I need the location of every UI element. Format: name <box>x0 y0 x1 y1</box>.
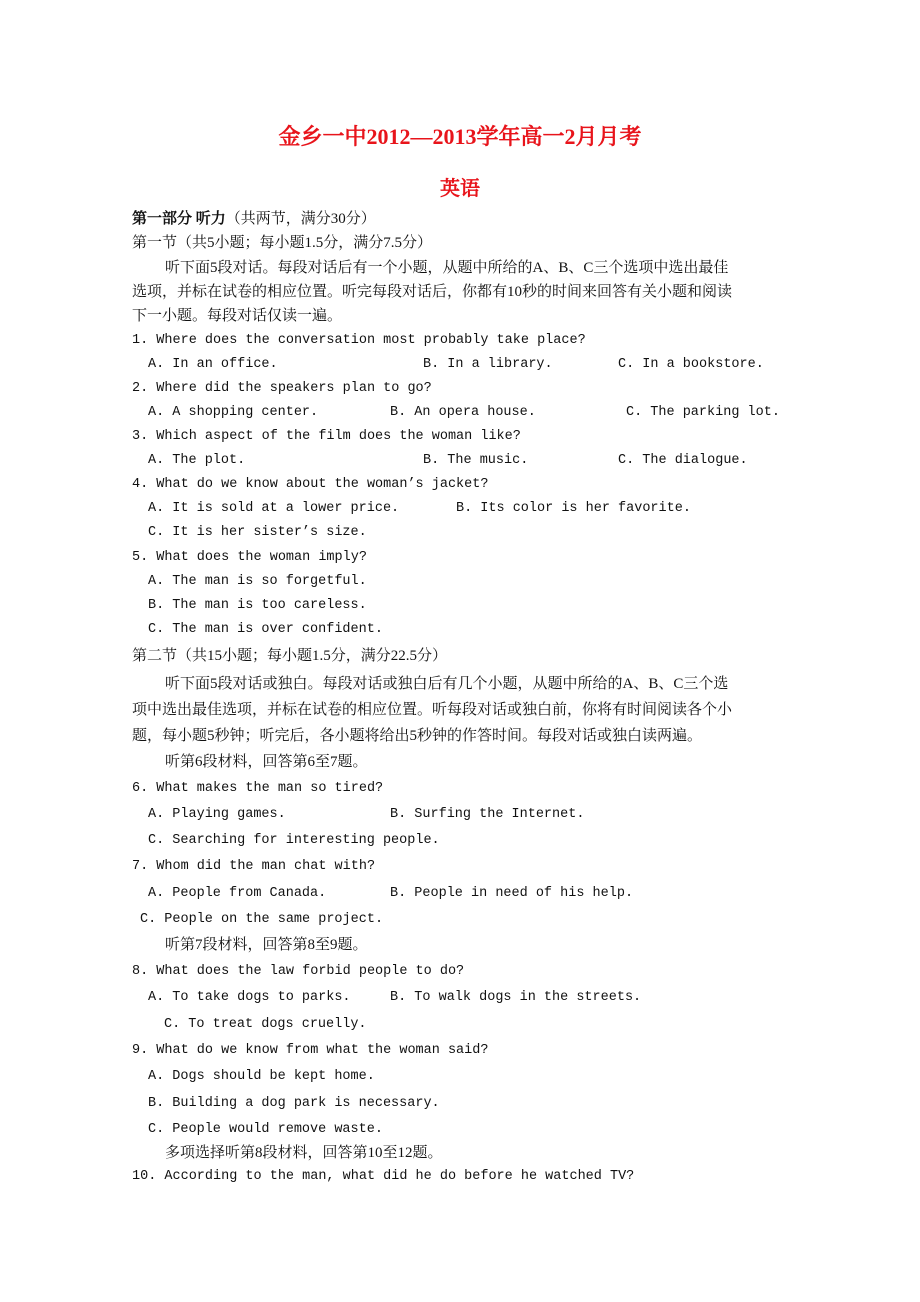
question-text: 3. Which aspect of the film does the woman like? <box>132 429 521 444</box>
option-c: C. It is her sister’s size. <box>148 525 367 540</box>
option-b: B. An opera house. <box>390 405 536 420</box>
option-c: C. The parking lot. <box>626 405 780 420</box>
option-c: C. In a bookstore. <box>618 357 764 372</box>
section1-intro: 听下面5段对话。每段对话后有一个小题，从题中所给的A、B、C三个选项中选出最佳 <box>165 260 729 276</box>
option-b: B. People in need of his help. <box>390 886 634 901</box>
material-note: 听第6段材料，回答第6至7题。 <box>165 754 368 770</box>
option-a: A. In an office. <box>148 357 278 372</box>
option-a: A. It is sold at a lower price. <box>148 501 400 516</box>
option-b: B. The man is too careless. <box>148 598 367 613</box>
question-text: 5. What does the woman imply? <box>132 550 367 565</box>
option-c: C. The dialogue. <box>618 453 748 468</box>
option-b: B. Building a dog park is necessary. <box>148 1096 440 1111</box>
section2-heading: 第二节（共15小题；每小题1.5分，满分22.5分） <box>132 648 448 664</box>
option-c: C. People on the same project. <box>140 912 384 927</box>
subject-title: 英语 <box>440 178 480 200</box>
material-note: 多项选择听第8段材料，回答第10至12题。 <box>165 1145 443 1161</box>
option-c: C. Searching for interesting people. <box>148 833 440 848</box>
option-c: C. People would remove waste. <box>148 1122 383 1137</box>
option-a: A. Playing games. <box>148 807 286 822</box>
option-a: A. People from Canada. <box>148 886 327 901</box>
question-text: 4. What do we know about the woman’s jacket? <box>132 477 489 492</box>
question-text: 9. What do we know from what the woman said? <box>132 1043 489 1058</box>
exam-title: 金乡一中2012—2013学年高一2月月考 <box>278 124 642 149</box>
option-a: A. Dogs should be kept home. <box>148 1069 375 1084</box>
question-text: 6. What makes the man so tired? <box>132 781 384 796</box>
question-text: 10. According to the man, what did he do before he watched TV? <box>132 1169 635 1184</box>
part1-note: （共两节，满分30分） <box>225 211 376 227</box>
section1-heading: 第一节（共5小题；每小题1.5分，满分7.5分） <box>132 235 433 251</box>
option-a: A. A shopping center. <box>148 405 319 420</box>
material-note: 听第7段材料，回答第8至9题。 <box>165 937 368 953</box>
option-b: B. The music. <box>423 453 529 468</box>
question-text: 2. Where did the speakers plan to go? <box>132 381 432 396</box>
option-b: B. Surfing the Internet. <box>390 807 585 822</box>
option-c: C. The man is over confident. <box>148 622 383 637</box>
option-b: B. Its color is her favorite. <box>456 501 691 516</box>
option-b: B. In a library. <box>423 357 553 372</box>
part1-heading <box>132 210 376 228</box>
question-text: 1. Where does the conversation most probably take place? <box>132 333 586 348</box>
section2-intro: 听下面5段对话或独白。每段对话或独白后有几个小题，从题中所给的A、B、C三个选 <box>165 676 729 692</box>
option-a: A. The plot. <box>148 453 246 468</box>
option-c: C. To treat dogs cruelly. <box>164 1017 367 1032</box>
question-text: 7. Whom did the man chat with? <box>132 859 376 874</box>
section2-intro: 题，每小题5秒钟；听完后，各小题将给出5秒钟的作答时间。每段对话或独白读两遍。 <box>132 728 703 744</box>
option-a: A. The man is so forgetful. <box>148 574 367 589</box>
section1-intro: 下一小题。每段对话仅读一遍。 <box>132 308 343 324</box>
section1-intro: 选项，并标在试卷的相应位置。听完每段对话后，你都有10秒的时间来回答有关小题和阅读 <box>132 284 733 300</box>
option-b: B. To walk dogs in the streets. <box>390 990 642 1005</box>
part1-title: 第一部分 听力 <box>132 211 226 227</box>
option-a: A. To take dogs to parks. <box>148 990 351 1005</box>
section2-intro: 项中选出最佳选项，并标在试卷的相应位置。听每段对话或独白前，你将有时间阅读各个小 <box>132 702 733 718</box>
question-text: 8. What does the law forbid people to do? <box>132 964 465 979</box>
